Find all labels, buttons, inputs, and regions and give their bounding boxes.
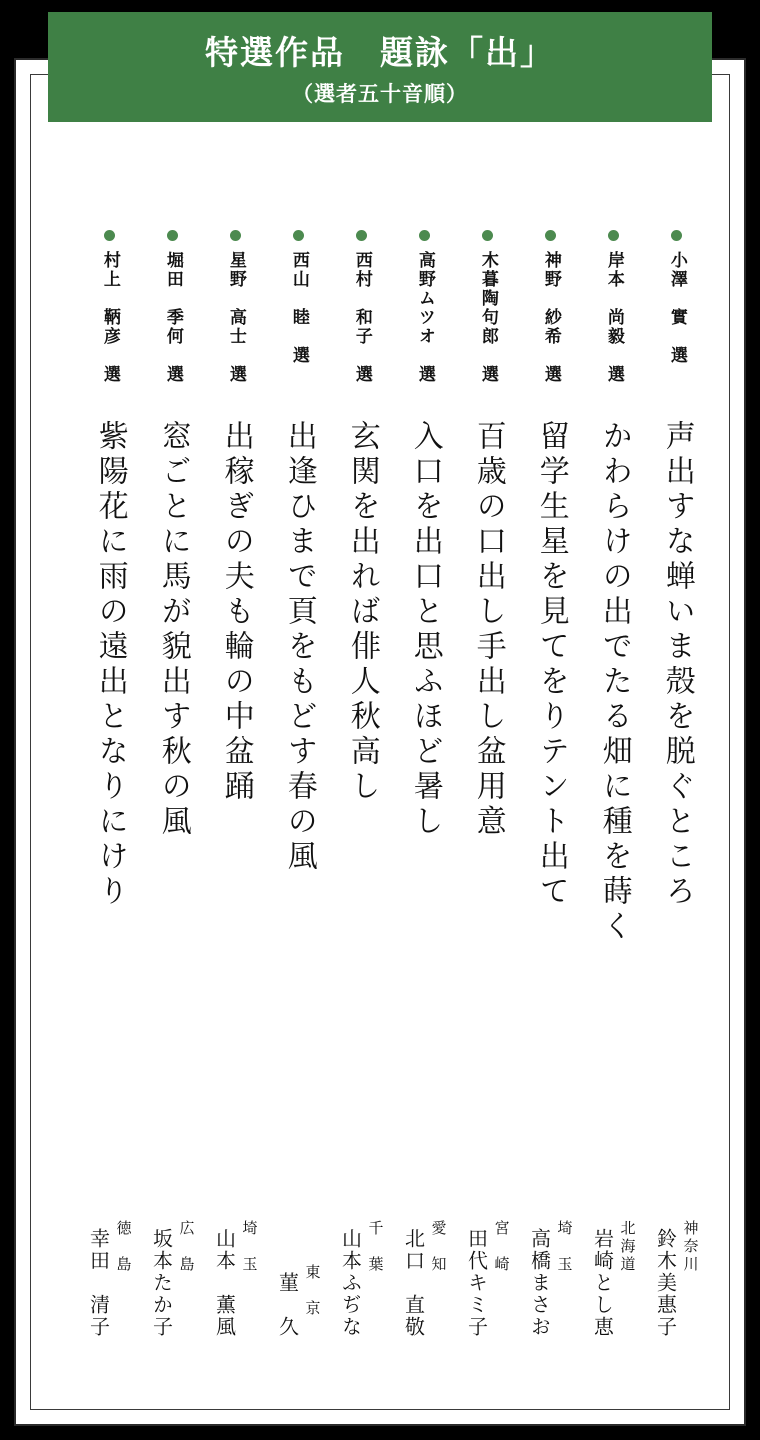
author-block — [78, 1220, 141, 1338]
author-name: 菫 久 — [275, 1272, 300, 1338]
haiku-text-block — [330, 420, 393, 809]
selector-name: 星野 高士 選 — [225, 251, 246, 384]
author-prefecture: 愛 知 — [429, 1220, 448, 1274]
author-name: 山本 薫風 — [212, 1228, 237, 1338]
author-block — [582, 1220, 645, 1338]
bullet-icon — [104, 230, 115, 241]
haiku-text-block — [456, 420, 519, 844]
haiku-text: 玄関を出れば俳人秋高し — [344, 420, 380, 805]
haiku-text: 窓ごとに馬が貌出す秋の風 — [155, 420, 191, 840]
haiku-columns — [56, 210, 708, 1384]
author-prefecture: 埼 玉 — [240, 1220, 259, 1274]
author-prefecture: 埼 玉 — [555, 1220, 574, 1274]
haiku-text: 入口を出口と思ふほど暑し — [407, 420, 443, 840]
selector-block — [393, 230, 456, 388]
author-name: 高橋まさお — [527, 1228, 552, 1338]
bullet-icon — [545, 230, 556, 241]
haiku-text: 留学生星を見てをりテント出て — [533, 420, 569, 910]
selector-name: 岸本 尚毅 選 — [603, 251, 624, 384]
haiku-text: 百歳の口出し手出し盆用意 — [470, 420, 506, 840]
author-prefecture: 宮 崎 — [492, 1220, 511, 1274]
haiku-text: 出稼ぎの夫も輪の中盆踊 — [218, 420, 254, 805]
author-block — [267, 1264, 330, 1338]
haiku-text-block — [267, 420, 330, 879]
selector-block — [519, 230, 582, 388]
author-block — [204, 1220, 267, 1338]
selector-name: 小澤 實 選 — [666, 251, 687, 365]
author-block — [645, 1220, 708, 1338]
selector-name: 神野 紗希 選 — [540, 251, 561, 384]
author-block — [330, 1220, 393, 1338]
haiku-text: 声出すな蝉いま殻を脱ぐところ — [659, 420, 695, 910]
author-prefecture: 東 京 — [303, 1264, 322, 1318]
haiku-text-block — [519, 420, 582, 914]
haiku-column — [582, 210, 645, 1384]
haiku-column — [456, 210, 519, 1384]
haiku-column — [519, 210, 582, 1384]
author-prefecture: 北海道 — [618, 1220, 637, 1274]
author-name: 岩崎とし恵 — [590, 1228, 615, 1338]
haiku-text: 出逢ひまで頁をもどす春の風 — [281, 420, 317, 875]
author-block — [519, 1220, 582, 1338]
bullet-icon — [608, 230, 619, 241]
page-title: 特選作品 題詠「出」 — [205, 33, 555, 72]
haiku-text-block — [141, 420, 204, 844]
haiku-text: 紫陽花に雨の遠出となりにけり — [92, 420, 128, 910]
haiku-text-block — [204, 420, 267, 809]
author-prefecture: 広 島 — [177, 1220, 196, 1274]
haiku-column — [330, 210, 393, 1384]
author-name: 坂本たか子 — [149, 1228, 174, 1338]
selector-name: 木暮陶句郎 選 — [477, 251, 498, 384]
page-subtitle: （選者五十音順） — [292, 81, 468, 106]
selector-block — [582, 230, 645, 388]
bullet-icon — [671, 230, 682, 241]
author-block — [393, 1220, 456, 1338]
bullet-icon — [230, 230, 241, 241]
selector-block — [204, 230, 267, 388]
selector-block — [267, 230, 330, 369]
author-name: 田代キミ子 — [464, 1228, 489, 1338]
haiku-column — [204, 210, 267, 1384]
selector-block — [456, 230, 519, 388]
author-block — [141, 1220, 204, 1338]
selector-name: 高野ムツオ 選 — [414, 251, 435, 384]
author-prefecture: 神奈川 — [681, 1220, 700, 1274]
selector-name: 堀田 季何 選 — [162, 251, 183, 384]
bullet-icon — [293, 230, 304, 241]
bullet-icon — [167, 230, 178, 241]
selector-block — [645, 230, 708, 369]
selector-name: 村上 鞆彦 選 — [99, 251, 120, 384]
bullet-icon — [482, 230, 493, 241]
selector-block — [330, 230, 393, 388]
haiku-column — [393, 210, 456, 1384]
selector-block — [141, 230, 204, 388]
author-name: 山本ふぢな — [338, 1228, 363, 1338]
selector-block — [78, 230, 141, 388]
bullet-icon — [356, 230, 367, 241]
haiku-text-block — [582, 420, 645, 949]
author-name: 鈴木美惠子 — [653, 1228, 678, 1338]
haiku-column — [141, 210, 204, 1384]
selector-name: 西村 和子 選 — [351, 251, 372, 384]
haiku-text-block — [645, 420, 708, 914]
author-prefecture: 徳 島 — [114, 1220, 133, 1274]
author-name: 北口 直敬 — [401, 1228, 426, 1338]
page-sheet — [14, 58, 746, 1426]
haiku-text-block — [393, 420, 456, 844]
haiku-column — [78, 210, 141, 1384]
title-banner — [48, 12, 712, 122]
author-block — [456, 1220, 519, 1338]
author-name: 幸田 清子 — [86, 1228, 111, 1338]
haiku-text-block — [78, 420, 141, 914]
haiku-column — [645, 210, 708, 1384]
haiku-column — [267, 210, 330, 1384]
bullet-icon — [419, 230, 430, 241]
selector-name: 西山 睦 選 — [288, 251, 309, 365]
haiku-text: かわらけの出でたる畑に種を蒔く — [596, 420, 632, 945]
author-prefecture: 千 葉 — [366, 1220, 385, 1274]
